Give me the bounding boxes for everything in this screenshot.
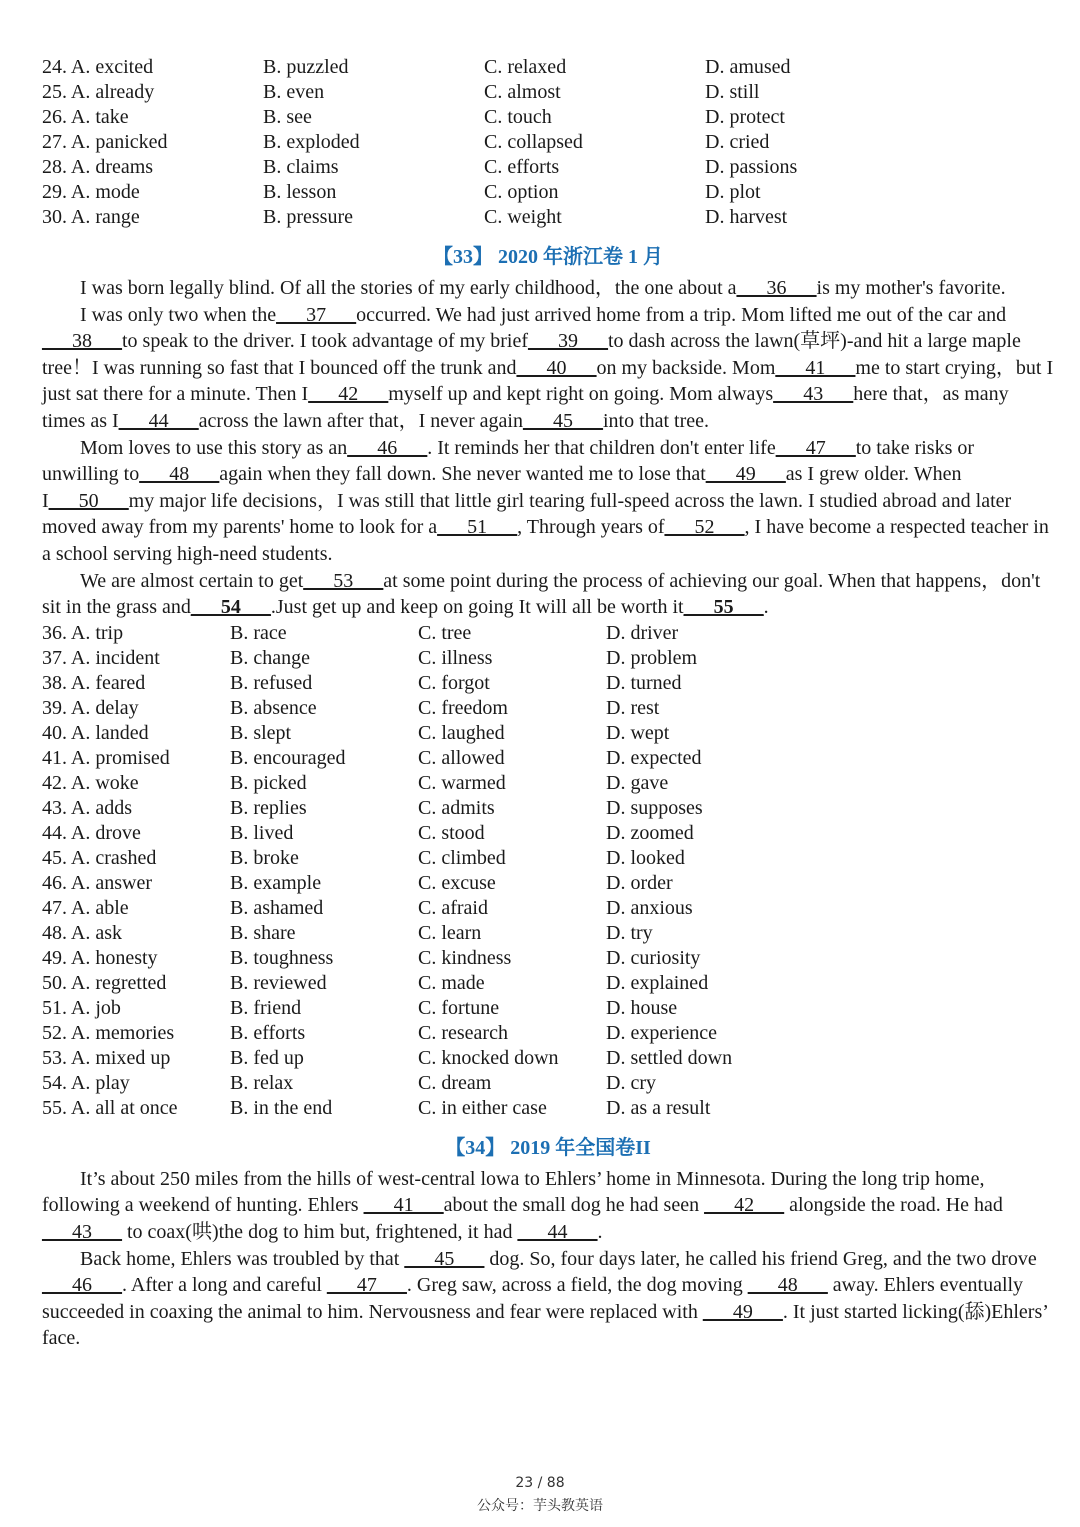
option-b: B. pressure [263, 206, 353, 228]
option-row [42, 821, 1054, 846]
option-a: 47. A. able [42, 896, 129, 919]
option-row [42, 946, 1054, 971]
option-row [42, 846, 1054, 871]
option-c: C. allowed [418, 746, 505, 769]
option-d: D. problem [606, 646, 698, 669]
option-b: B. replies [230, 796, 307, 819]
option-b: B. slept [230, 721, 292, 744]
blank-40: ___40___ [516, 356, 597, 379]
option-a: 46. A. answer [42, 871, 152, 894]
option-b: B. fed up [230, 1046, 304, 1069]
option-c: C. relaxed [484, 56, 567, 78]
section-34-heading: 【34】 2019 年全国卷II [445, 1136, 651, 1159]
option-c: C. tree [418, 621, 472, 644]
option-a: 29. A. mode [42, 181, 140, 203]
option-a: 28. A. dreams [42, 156, 154, 178]
blank-47: ___47___ [326, 1274, 407, 1297]
option-d: D. turned [606, 671, 682, 694]
option-row [42, 721, 1054, 746]
option-c: C. research [418, 1021, 508, 1044]
option-b: B. refused [230, 671, 313, 694]
blank-43: ___43___ [773, 383, 854, 406]
option-a: 50. A. regretted [42, 971, 167, 994]
blank-50: ___50___ [48, 489, 129, 512]
blank-48: ___48___ [139, 463, 220, 486]
option-d: D. driver [606, 621, 679, 644]
option-d: D. settled down [606, 1046, 733, 1069]
option-b: B. claims [263, 156, 339, 178]
option-c: C. excuse [418, 871, 496, 894]
option-c: C. kindness [418, 946, 512, 969]
option-row [42, 771, 1054, 796]
option-c: C. admits [418, 796, 495, 819]
option-row [42, 871, 1054, 896]
option-b: B. reviewed [230, 971, 327, 994]
option-c: C. freedom [418, 696, 508, 719]
option-b: B. efforts [230, 1021, 306, 1044]
blank-44: ___44___ [517, 1220, 598, 1243]
option-c: C. option [484, 181, 559, 203]
option-row [42, 996, 1054, 1021]
option-c: C. afraid [418, 896, 488, 919]
option-row [42, 1071, 1054, 1096]
blank-42: ___42___ [308, 383, 389, 406]
option-d: D. explained [606, 971, 709, 994]
option-a: 52. A. memories [42, 1021, 175, 1044]
option-a: 39. A. delay [42, 696, 139, 719]
option-row [42, 105, 1054, 130]
option-a: 55. A. all at once [42, 1096, 178, 1119]
option-c: C. laughed [418, 721, 505, 744]
option-d: D. zoomed [606, 821, 694, 844]
option-row [42, 971, 1054, 996]
option-a: 26. A. take [42, 106, 129, 128]
blank-46: ___46___ [42, 1274, 122, 1297]
option-row [42, 671, 1054, 696]
paragraph: I was only two when the___37___occurred. We had just arrived home from a trip. Mom lifted me out of the car and ___38___to speak to the driver. I took advantage of my brief___39___to dash across the lawn(草坪)-and hit a large maple tree！I was running so fast that I bounced off the trunk and___40___on my backside. Mom___41___me to start crying，but I just sat there for a minute. Then I___42___myself up and kept right on going. Mom always___43___here that，as many times as I___44___across the lawn after that，I never again___45___into that tree. [42, 303, 1054, 432]
option-row [42, 55, 1054, 80]
blank-53: ___53___ [303, 569, 384, 592]
option-d: D. cried [705, 131, 770, 153]
blank-41: ___41___ [363, 1194, 444, 1217]
blank-46: ___46___ [347, 436, 428, 459]
section-34-passage [42, 1166, 1054, 1352]
option-c: C. climbed [418, 846, 506, 869]
option-b: B. example [230, 871, 322, 894]
section-33-passage [42, 275, 1054, 621]
option-c: C. dream [418, 1071, 492, 1094]
option-c: C. illness [418, 646, 493, 669]
option-row [42, 696, 1054, 721]
blank-48: ___48___ [747, 1274, 828, 1297]
option-a: 40. A. landed [42, 721, 149, 744]
option-d: D. anxious [606, 896, 693, 919]
option-a: 53. A. mixed up [42, 1046, 171, 1069]
option-c: C. forgot [418, 671, 490, 694]
option-a: 48. A. ask [42, 921, 122, 944]
options-table-q24-30 [42, 55, 1054, 230]
option-a: 45. A. crashed [42, 846, 157, 869]
option-b: B. change [230, 646, 310, 669]
blank-39: ___39___ [528, 330, 608, 353]
option-a: 43. A. adds [42, 796, 132, 819]
blank-49: ___49___ [705, 463, 786, 486]
blank-52: ___52___ [664, 516, 745, 539]
option-d: D. harvest [705, 206, 788, 228]
option-row [42, 1046, 1054, 1071]
paragraph: It’s about 250 miles from the hills of west-central lowa to Ehlers’ home in Minnesota. During the long trip home, following a weekend of hunting. Ehlers ___41___about the small dog he had seen ___42___ alongside the road. He had ___43___ to coax(哄)the dog to him but, frightened, it had ___44___. [42, 1167, 1003, 1243]
option-row [42, 180, 1054, 205]
paragraph: We are almost certain to get___53___at some point during the process of achieving our goal. When that happens，don't sit in the grass and___54___.Just get up and keep on going It will all be worth it___55___. [42, 569, 1041, 619]
option-d: D. supposes [606, 796, 703, 819]
option-row [42, 621, 1054, 646]
option-c: C. made [418, 971, 485, 994]
option-c: C. in either case [418, 1096, 547, 1119]
blank-42: ___42___ [704, 1194, 785, 1217]
option-a: 30. A. range [42, 206, 140, 228]
option-a: 25. A. already [42, 81, 155, 103]
option-c: C. stood [418, 821, 485, 844]
option-c: C. warmed [418, 771, 506, 794]
option-d: D. curiosity [606, 946, 701, 969]
paragraph: Back home, Ehlers was troubled by that ___45___ dog. So, four days later, he called his friend Greg, and the two drove ___46___. After a long and careful ___47___. Greg saw, across a field, the dog moving ___48___ away. Ehlers eventually succeeded in coaxing the animal to him. Nervousness and fear were replaced with ___49___. It just started licking(舔)Ehlers’ face. [42, 1247, 1048, 1350]
document-page [42, 55, 1054, 1352]
option-c: C. weight [484, 206, 562, 228]
option-a: 42. A. woke [42, 771, 139, 794]
option-b: B. even [263, 81, 325, 103]
paragraph: Mom loves to use this story as an___46___. It reminds her that children don't enter life___47___to take risks or unwilling to___48___again when they fall down. She never wanted me to lose that___49___as I grew older. When I___50___my major life decisions，I was still that little girl tearing full-speed across the lawn. I studied abroad and later moved away from my parents' home to look for a___51___, Through years of___52___, I have become a respected teacher in a school serving high-need students. [42, 436, 1049, 565]
option-d: D. cry [606, 1071, 656, 1094]
option-b: B. lived [230, 821, 294, 844]
blank-43: ___43___ [42, 1220, 122, 1243]
option-row [42, 1096, 1054, 1121]
option-b: B. see [263, 106, 312, 128]
options-table-q36-55 [42, 621, 1054, 1121]
section-33-heading: 【33】 2020 年浙江卷 1 月 [433, 246, 663, 268]
option-b: B. race [230, 621, 287, 644]
option-d: D. experience [606, 1021, 718, 1044]
option-d: D. expected [606, 746, 702, 769]
option-d: D. plot [705, 181, 761, 203]
blank-45: ___45___ [522, 409, 603, 432]
option-d: D. order [606, 871, 673, 894]
blank-37: ___37___ [276, 303, 357, 326]
option-c: C. efforts [484, 156, 560, 178]
page-number: 23 / 88 [515, 1475, 565, 1491]
blank-41: ___41___ [775, 356, 856, 379]
blank-54: ___54___ [190, 596, 271, 619]
option-row [42, 155, 1054, 180]
option-d: D. as a result [606, 1096, 711, 1119]
option-b: B. puzzled [263, 56, 349, 78]
option-b: B. share [230, 921, 296, 944]
option-row [42, 746, 1054, 771]
option-c: C. collapsed [484, 131, 583, 153]
option-c: C. fortune [418, 996, 500, 1019]
option-d: D. passions [705, 156, 798, 178]
option-row [42, 130, 1054, 155]
option-b: B. in the end [230, 1096, 333, 1119]
option-c: C. knocked down [418, 1046, 559, 1069]
option-row [42, 1021, 1054, 1046]
option-a: 38. A. feared [42, 671, 146, 694]
option-d: D. house [606, 996, 678, 1019]
option-a: 44. A. drove [42, 821, 141, 844]
option-b: B. broke [230, 846, 299, 869]
option-b: B. relax [230, 1071, 294, 1094]
option-a: 51. A. job [42, 996, 121, 1019]
option-a: 37. A. incident [42, 646, 160, 669]
option-a: 49. A. honesty [42, 946, 158, 969]
blank-38: ___38___ [42, 330, 122, 353]
option-d: D. looked [606, 846, 685, 869]
option-d: D. protect [705, 106, 785, 128]
option-a: 27. A. panicked [42, 131, 168, 153]
option-b: B. friend [230, 996, 302, 1019]
paragraph: I was born legally blind. Of all the stories of my early childhood，the one about a___36___is my mother's favorite. [80, 277, 1006, 299]
blank-45: ___45___ [404, 1247, 485, 1270]
option-d: D. still [705, 81, 760, 103]
option-row [42, 80, 1054, 105]
option-b: B. ashamed [230, 896, 324, 919]
option-row [42, 921, 1054, 946]
option-d: D. amused [705, 56, 791, 78]
option-b: B. lesson [263, 181, 337, 203]
option-row [42, 796, 1054, 821]
option-c: C. learn [418, 921, 482, 944]
option-c: C. touch [484, 106, 552, 128]
option-b: B. picked [230, 771, 307, 794]
option-a: 54. A. play [42, 1071, 130, 1094]
blank-49: ___49___ [702, 1300, 783, 1323]
blank-44: ___44___ [118, 409, 199, 432]
blank-36: ___36___ [736, 277, 817, 299]
option-d: D. try [606, 921, 653, 944]
blank-47: ___47___ [775, 436, 856, 459]
option-a: 36. A. trip [42, 621, 124, 644]
account-footer: 公众号：芋头教英语 [477, 1498, 603, 1514]
option-d: D. rest [606, 696, 660, 719]
option-a: 41. A. promised [42, 746, 170, 769]
option-a: 24. A. excited [42, 56, 154, 78]
option-b: B. absence [230, 696, 317, 719]
option-c: C. almost [484, 81, 561, 103]
option-b: B. encouraged [230, 746, 346, 769]
blank-51: ___51___ [437, 516, 518, 539]
option-row [42, 646, 1054, 671]
option-row [42, 205, 1054, 230]
option-d: D. gave [606, 771, 669, 794]
option-d: D. wept [606, 721, 670, 744]
option-row [42, 896, 1054, 921]
option-b: B. toughness [230, 946, 334, 969]
blank-55: ___55___ [683, 596, 764, 619]
option-b: B. exploded [263, 131, 360, 153]
